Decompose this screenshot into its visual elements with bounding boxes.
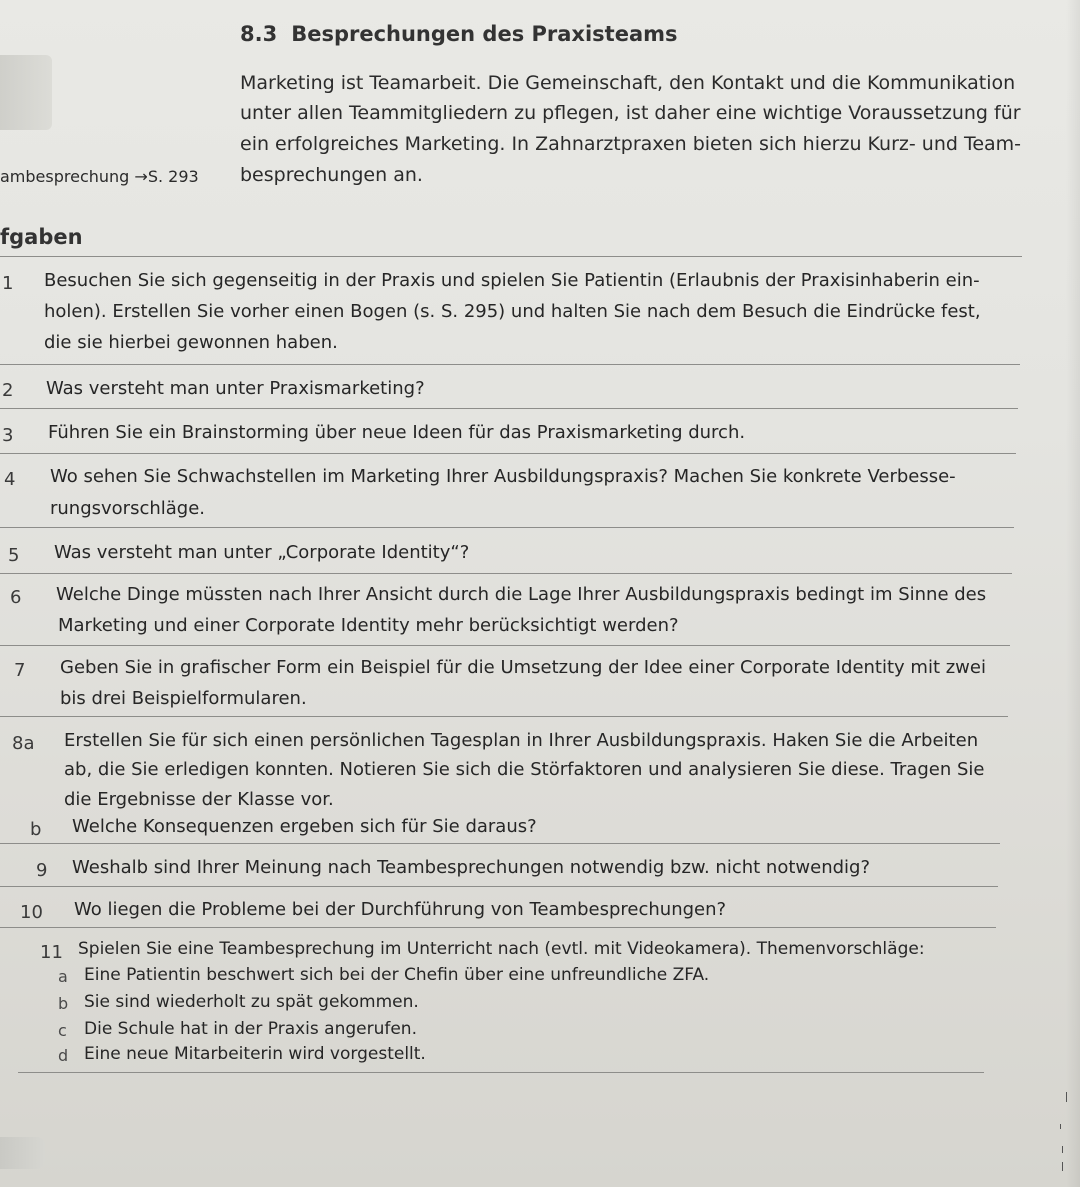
task-text: Welche Konsequenzen ergeben sich für Sie daraus? <box>72 816 537 837</box>
task-text: Erstellen Sie für sich einen persönlichen Tagesplan in Ihrer Ausbildungspraxis. Haken Sie die Arbeiten <box>64 730 979 751</box>
task-number: 7 <box>14 660 26 681</box>
topic-letter: b <box>58 994 69 1013</box>
topic-text: Sie sind wiederholt zu spät gekommen. <box>84 992 419 1012</box>
task-number: 1 <box>2 273 14 294</box>
margin-mark <box>1060 1124 1061 1129</box>
section-heading <box>240 22 678 46</box>
task-text: Was versteht man unter Praxismarketing? <box>46 378 425 399</box>
section-title: Besprechungen des Praxisteams <box>291 22 678 46</box>
intro-line-2: unter allen Teammitgliedern zu pflegen, ist daher eine wichtige Voraussetzung für <box>240 102 1021 124</box>
divider <box>0 886 998 887</box>
page-shadow-top-left <box>0 55 52 130</box>
task-text: Marketing und einer Corporate Identity mehr berücksichtigt werden? <box>58 615 679 636</box>
divider <box>0 645 1010 646</box>
task-text: die sie hierbei gewonnen haben. <box>44 332 338 353</box>
divider <box>0 256 1022 257</box>
intro-line-3: ein erfolgreiches Marketing. In Zahnarztpraxen bieten sich hierzu Kurz- und Team- <box>240 133 1022 155</box>
page-edge-shadow <box>1066 0 1080 1187</box>
task-text: Welche Dinge müssten nach Ihrer Ansicht durch die Lage Ihrer Ausbildungspraxis bedingt im Sinne des <box>56 584 987 605</box>
task-number: b <box>30 819 42 840</box>
divider <box>0 453 1016 454</box>
task-text: die Ergebnisse der Klasse vor. <box>64 789 334 810</box>
task-number: 2 <box>2 380 14 401</box>
margin-mark <box>1066 1092 1067 1102</box>
task-number: 6 <box>10 587 22 608</box>
topic-letter: d <box>58 1046 69 1065</box>
tasks-title: fgaben <box>0 225 83 249</box>
divider <box>0 364 1020 365</box>
topic-text: Eine Patientin beschwert sich bei der Chefin über eine unfreundliche ZFA. <box>84 965 710 985</box>
task-text: rungsvorschläge. <box>50 498 206 519</box>
task-number: 9 <box>36 860 48 881</box>
task-number: 3 <box>2 425 14 446</box>
task-number: 5 <box>8 545 20 566</box>
task-number: 10 <box>20 902 43 923</box>
divider <box>18 1072 984 1073</box>
divider <box>0 408 1018 409</box>
topic-text: Eine neue Mitarbeiterin wird vorgestellt. <box>84 1044 426 1064</box>
topic-letter: a <box>58 967 68 986</box>
task-text: Weshalb sind Ihrer Meinung nach Teambesprechungen notwendig bzw. nicht notwendig? <box>72 857 871 878</box>
task-text: Wo sehen Sie Schwachstellen im Marketing Ihrer Ausbildungspraxis? Machen Sie konkrete Verbesse- <box>50 466 956 487</box>
task-text: Spielen Sie eine Teambesprechung im Unterricht nach (evtl. mit Videokamera). Themenvorschläge: <box>78 939 925 959</box>
task-text: Geben Sie in grafischer Form ein Beispiel für die Umsetzung der Idee einer Corporate Identity mit zwei <box>60 657 986 678</box>
task-number: 8a <box>12 733 35 754</box>
task-text: Besuchen Sie sich gegenseitig in der Praxis und spielen Sie Patientin (Erlaubnis der Praxisinhaberin ein- <box>44 270 980 291</box>
topic-letter: c <box>58 1021 67 1040</box>
margin-mark <box>1062 1146 1063 1153</box>
task-text: Führen Sie ein Brainstorming über neue Ideen für das Praxismarketing durch. <box>48 422 746 443</box>
page-shadow-bottom-left <box>0 1137 45 1169</box>
task-text: bis drei Beispielformularen. <box>60 688 307 709</box>
task-number: 11 <box>40 942 63 963</box>
margin-mark <box>1062 1162 1063 1171</box>
topic-text: Die Schule hat in der Praxis angerufen. <box>84 1019 417 1039</box>
divider <box>0 843 1000 844</box>
divider <box>0 527 1014 528</box>
intro-line-1: Marketing ist Teamarbeit. Die Gemeinschaft, den Kontakt und die Kommunikation <box>240 72 1016 94</box>
intro-line-4: besprechungen an. <box>240 164 423 186</box>
section-number: 8.3 <box>240 22 278 46</box>
task-text: Wo liegen die Probleme bei der Durchführung von Teambesprechungen? <box>74 899 727 920</box>
task-number: 4 <box>4 469 16 490</box>
task-text: Was versteht man unter „Corporate Identity“? <box>54 542 470 563</box>
margin-reference: ambesprechung →S. 293 <box>0 167 199 186</box>
divider <box>0 573 1012 574</box>
task-text: holen). Erstellen Sie vorher einen Bogen (s. S. 295) und halten Sie nach dem Besuch die Eindrücke fest, <box>44 301 981 322</box>
divider <box>0 927 996 928</box>
task-text: ab, die Sie erledigen konnten. Notieren Sie sich die Störfaktoren und analysieren Sie diese. Tragen Sie <box>64 759 985 780</box>
divider <box>0 716 1008 717</box>
